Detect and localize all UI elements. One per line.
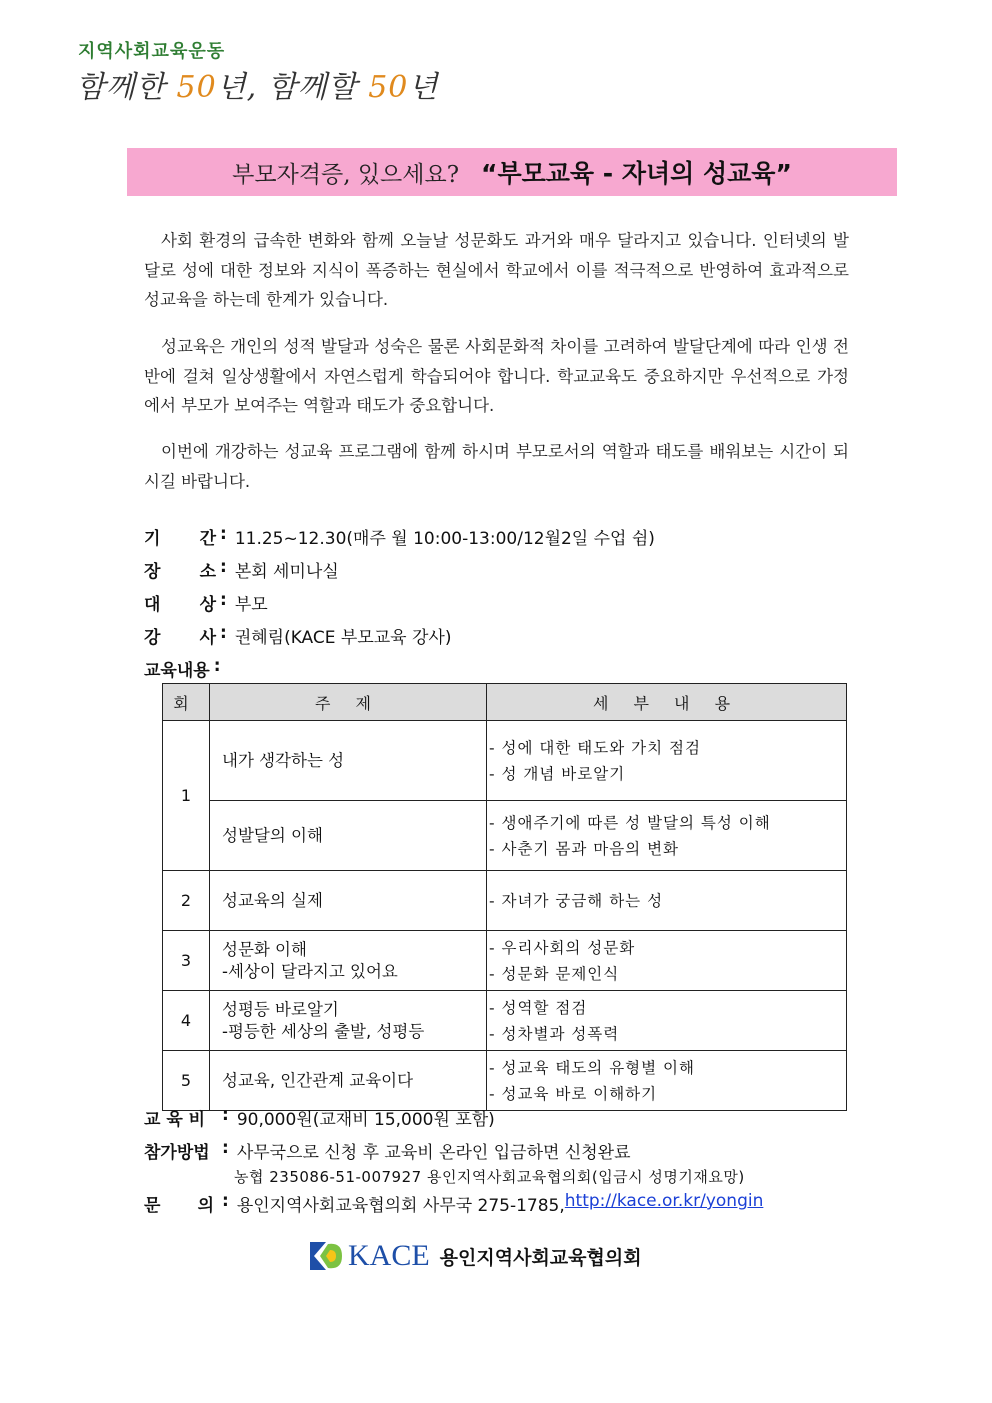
- detail-line: - 우리사회의 성문화: [489, 938, 636, 957]
- detail-line: - 성교육 태도의 유형별 이해: [489, 1058, 696, 1077]
- detail-line: - 성에 대한 태도와 가치 점검: [489, 738, 701, 757]
- header-slogan: [76, 62, 438, 106]
- detail-line: - 성 개념 바로알기: [489, 764, 626, 783]
- topic-cell: 성발달의 이해: [210, 801, 487, 871]
- topic-line: 성평등 바로알기: [222, 999, 339, 1019]
- kace-logo-icon: [306, 1238, 346, 1274]
- detail-cell: [487, 991, 847, 1051]
- session-number: 3: [163, 931, 210, 991]
- detail-cell: [487, 871, 847, 931]
- topic-cell: [210, 931, 487, 991]
- intro-paragraph-3: 이번에 개강하는 성교육 프로그램에 함께 하시며 부모로서의 역할과 태도를 배워보는 시간이 되시길 바랍니다.: [144, 442, 849, 491]
- intro-paragraph-2: 성교육은 개인의 성적 발달과 성숙은 물론 사회문화적 차이를 고려하여 발달단계에 따라 인생 전반에 걸쳐 일상생활에서 자연스럽게 학습되어야 합니다. 학교교육도 중요하지만 우선적으로 가정에서 부모가 보여주는 역할과 태도가 중요합니다.: [144, 337, 849, 415]
- info-label: 기 간: [144, 529, 216, 549]
- detail-line: - 성문화 문제인식: [489, 964, 620, 983]
- info-place: [144, 557, 339, 582]
- info-value: 본회 세미나실: [234, 562, 339, 582]
- info-period: [144, 524, 655, 549]
- detail-cell: [487, 721, 847, 801]
- table-header-row: [163, 684, 847, 721]
- topic-cell: 성교육의 실제: [210, 871, 487, 931]
- header-detail: 세 부 내 용: [487, 684, 847, 721]
- topic-cell: 성교육, 인간관계 교육이다: [210, 1051, 487, 1111]
- info-colon: :: [220, 623, 227, 643]
- topic-line: -세상이 달라지고 있어요: [222, 961, 398, 981]
- table-row: [163, 991, 847, 1051]
- info-label: 강 사: [144, 628, 216, 648]
- info-label: 대 상: [144, 595, 216, 615]
- detail-cell: [487, 801, 847, 871]
- info-colon: :: [222, 1191, 229, 1211]
- topic-cell: 내가 생각하는 성: [210, 721, 487, 801]
- title-question: 부모자격증, 있으세요?: [232, 161, 460, 188]
- kace-logo: [306, 1238, 642, 1274]
- info-colon: :: [220, 590, 227, 610]
- table-row: [163, 931, 847, 991]
- info-colon: :: [220, 524, 227, 544]
- apply-label: 참가방법: [144, 1143, 210, 1163]
- homepage-link[interactable]: http://kace.or.kr/yongin: [564, 1191, 764, 1211]
- info-value: 11.25~12.30(매주 월 10:00-13:00/12월2일 수업 쉼): [234, 529, 655, 549]
- header-session: 회: [163, 684, 210, 721]
- slogan-part-c: 년: [408, 70, 439, 105]
- header-subtitle: 지역사회교육운동: [78, 41, 226, 62]
- slogan-number-2: 50: [368, 70, 409, 105]
- info-content: [144, 656, 229, 681]
- info-colon: :: [213, 656, 221, 676]
- topic-line: -평등한 세상의 출발, 성평등: [222, 1021, 425, 1041]
- apply-row: [144, 1138, 631, 1163]
- detail-line: - 성차별과 성폭력: [489, 1024, 620, 1043]
- detail-line: - 자녀가 궁금해 하는 성: [489, 891, 664, 910]
- info-target: [144, 590, 268, 615]
- session-number: 1: [163, 721, 210, 871]
- info-value: 권혜림(KACE 부모교육 강사): [234, 628, 452, 648]
- info-label: 장 소: [144, 562, 216, 582]
- table-row: [163, 721, 847, 801]
- title-main: “부모교육 - 자녀의 성교육”: [481, 159, 792, 188]
- detail-line: - 성역할 점검: [489, 998, 588, 1017]
- detail-line: - 생애주기에 따른 성 발달의 특성 이해: [489, 813, 771, 832]
- title-banner: [127, 148, 897, 196]
- contact-label: 문 의: [144, 1196, 214, 1216]
- table-row: [163, 1051, 847, 1111]
- contact-row: [144, 1191, 763, 1216]
- slogan-part-b: 년, 함께할: [216, 70, 369, 105]
- info-label: 교육내용: [144, 661, 210, 681]
- table-row: [163, 801, 847, 871]
- slogan-number-1: 50: [176, 70, 217, 105]
- info-value: 부모: [234, 595, 268, 615]
- detail-cell: [487, 1051, 847, 1111]
- session-number: 2: [163, 871, 210, 931]
- curriculum-table: [162, 683, 847, 1111]
- detail-line: - 성교육 바로 이해하기: [489, 1084, 658, 1103]
- intro-paragraph-1: 사회 환경의 급속한 변화와 함께 오늘날 성문화도 과거와 매우 달라지고 있습니다. 인터넷의 발달로 성에 대한 정보와 지식이 폭증하는 현실에서 학교에서 이를 적극적으로 반영하여 효과적으로 성교육을 하는데 한계가 있습니다.: [144, 231, 849, 309]
- fee-label: 교 육 비: [144, 1110, 206, 1130]
- slogan-part-a: 함께한: [76, 70, 177, 105]
- apply-value: 사무국으로 신청 후 교육비 온라인 입금하면 신청완료: [236, 1143, 631, 1163]
- header-topic: 주 제: [210, 684, 487, 721]
- info-colon: :: [222, 1138, 229, 1158]
- info-colon: :: [222, 1105, 229, 1125]
- topic-cell: [210, 991, 487, 1051]
- organization-name: 용인지역사회교육협의회: [439, 1246, 642, 1269]
- session-number: 4: [163, 991, 210, 1051]
- kace-brand: KACE: [348, 1239, 430, 1272]
- contact-value: 용인지역사회교육협의회 사무국 275-1785,: [236, 1196, 565, 1216]
- detail-cell: [487, 931, 847, 991]
- session-number: 5: [163, 1051, 210, 1111]
- table-row: [163, 871, 847, 931]
- bank-account: 농협 235086-51-007927 용인지역사회교육협의회(입금시 성명기재요망): [234, 1168, 745, 1186]
- detail-line: - 사춘기 몸과 마음의 변화: [489, 839, 680, 858]
- fee-row: [144, 1105, 495, 1130]
- info-colon: :: [220, 557, 227, 577]
- fee-value: 90,000원(교재비 15,000원 포함): [236, 1110, 495, 1130]
- topic-line: 성문화 이해: [222, 939, 307, 959]
- info-lecturer: [144, 623, 451, 648]
